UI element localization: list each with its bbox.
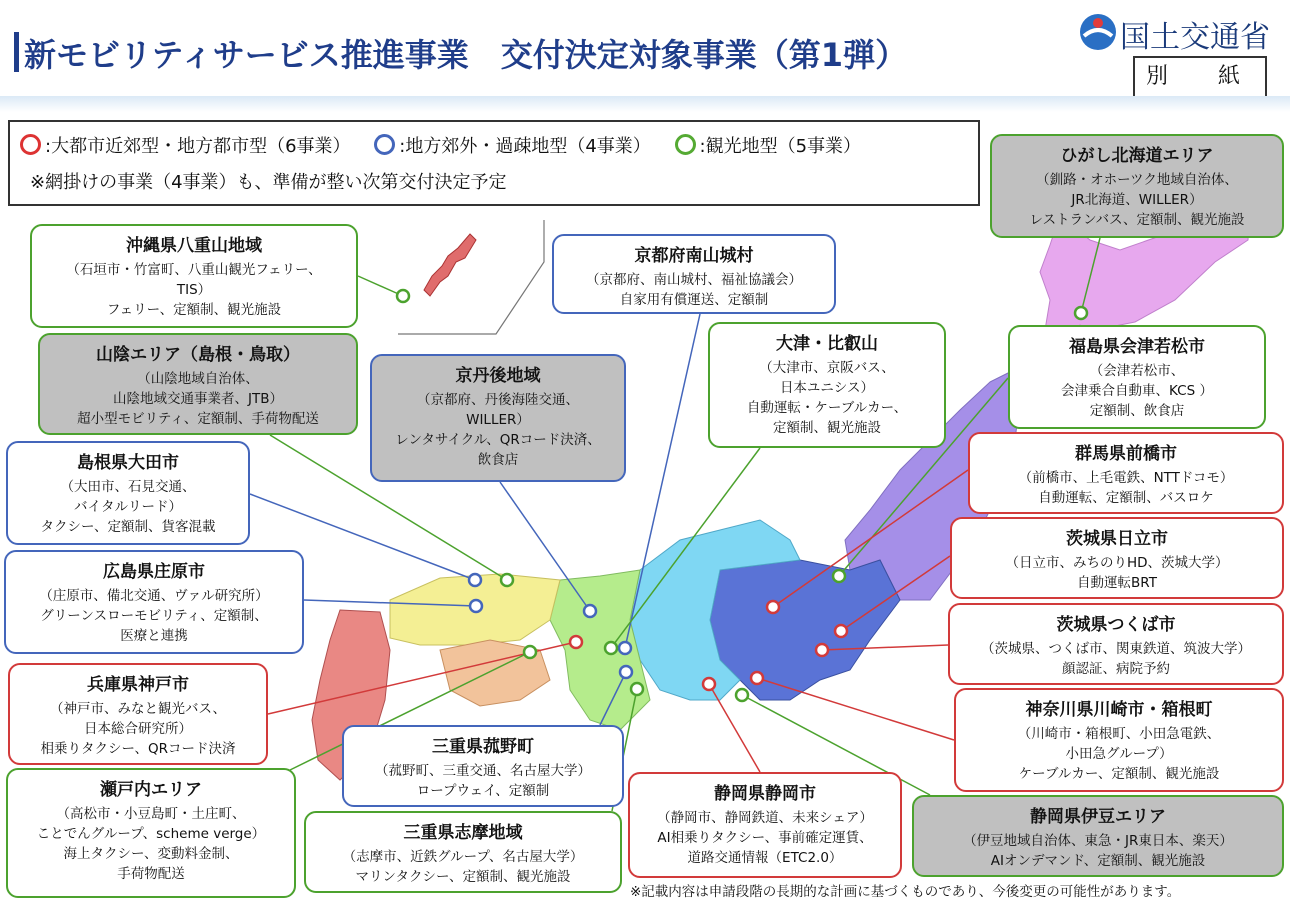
project-line: （大津市、京阪バス、	[759, 360, 895, 376]
location-marker-shobara	[470, 600, 482, 612]
project-box-hitachi	[950, 517, 1284, 599]
attachment-label: 別 紙	[1133, 56, 1267, 98]
project-line: バイタルリード）	[74, 499, 182, 515]
project-title: 島根県大田市	[77, 453, 179, 473]
location-marker-kobe	[570, 636, 582, 648]
region-kinki	[550, 570, 650, 730]
project-line: （高松市・小豆島町・土庄町、	[56, 806, 246, 822]
project-title: 大津・比叡山	[776, 334, 878, 354]
project-box-setouchi	[6, 768, 296, 898]
project-line: 小田急グループ）	[1065, 746, 1173, 762]
location-marker-komono	[620, 666, 632, 678]
project-line: レンタサイクル、QRコード決済、	[395, 432, 601, 448]
project-title: 群馬県前橋市	[1075, 444, 1177, 464]
location-marker-shima	[631, 683, 643, 695]
project-line: マリンタクシー、定額制、観光施設	[355, 869, 571, 885]
project-title: 茨城県つくば市	[1056, 615, 1176, 635]
project-title: 茨城県日立市	[1066, 529, 1168, 549]
project-line: （京都府、南山城村、福祉協議会）	[586, 272, 802, 288]
project-box-okinawa	[30, 224, 358, 328]
project-line: 会津乗合自動車、KCS ）	[1061, 383, 1213, 399]
project-line: 海上タクシー、変動料金制、	[63, 846, 239, 862]
project-line: 自動運転BRT	[1077, 575, 1157, 591]
project-line: 手荷物配送	[117, 866, 185, 882]
project-line: （山陰地域自治体、	[137, 371, 259, 387]
project-title: 京都府南山城村	[634, 246, 754, 266]
page-title: 新モビリティサービス推進事業 交付決定対象事業（第1弾）	[24, 36, 908, 74]
project-box-oda	[6, 441, 250, 545]
project-line: グリーンスローモビリティ、定額制、	[40, 608, 268, 624]
legend	[8, 120, 980, 206]
location-marker-izu	[736, 689, 748, 701]
project-line: （石垣市・竹富町、八重山観光フェリー、	[66, 262, 322, 278]
project-line: （大田市、石見交通、	[60, 479, 196, 495]
legend-green-label: :観光地型（5事業）	[699, 136, 862, 157]
project-line: （菰野町、三重交通、名古屋大学）	[375, 763, 591, 779]
project-line: JR北海道、WILLER）	[1071, 192, 1203, 208]
project-box-maebashi	[968, 432, 1284, 514]
blue-circle-icon	[374, 134, 395, 155]
project-line: 顔認証、病院予約	[1062, 661, 1170, 677]
project-box-sanin	[38, 333, 358, 435]
project-box-aizu	[1008, 325, 1266, 429]
project-title: 神奈川県川崎市・箱根町	[1025, 700, 1213, 720]
leader-line-kawasaki	[757, 678, 954, 740]
project-line: （前橋市、上毛電鉄、NTTドコモ）	[1018, 470, 1234, 486]
project-line: （会津若松市、	[1089, 363, 1185, 379]
project-line: TIS）	[176, 282, 212, 298]
project-title: 広島県庄原市	[103, 562, 205, 582]
project-line: （庄原市、備北交通、ヴァル研究所）	[39, 588, 269, 604]
location-marker-hitachi	[835, 625, 847, 637]
project-title: 山陰エリア（島根・鳥取）	[96, 345, 300, 365]
location-marker-shizuoka	[703, 678, 715, 690]
project-box-izu	[912, 795, 1284, 877]
project-box-shizuoka	[628, 772, 902, 878]
project-line: （志摩市、近鉄グループ、名古屋大学）	[342, 849, 584, 865]
project-line: （静岡市、静岡鉄道、未来シェア）	[657, 810, 873, 826]
project-box-shobara	[4, 550, 304, 654]
project-line: フェリー、定額制、観光施設	[106, 302, 282, 318]
leader-line-okinawa	[358, 276, 403, 296]
legend-red	[20, 132, 351, 158]
location-marker-minamiyamashiro	[619, 642, 631, 654]
project-box-komono	[342, 725, 624, 807]
project-line: （神戸市、みなと観光バス、	[50, 701, 226, 717]
project-line: AIオンデマンド、定額制、観光施設	[990, 853, 1206, 869]
legend-green	[675, 132, 862, 158]
location-marker-oda	[469, 574, 481, 586]
project-title: 静岡県伊豆エリア	[1030, 807, 1166, 827]
project-box-kobe	[8, 663, 268, 765]
project-line: ロープウェイ、定額制	[416, 783, 550, 799]
green-circle-icon	[675, 134, 696, 155]
project-line: 道路交通情報（ETC2.0）	[687, 850, 843, 866]
project-line: タクシー、定額制、貨客混載	[40, 519, 216, 535]
project-title: 沖縄県八重山地域	[126, 236, 262, 256]
mlit-emblem-icon	[1078, 12, 1118, 52]
project-line: 自動運転、定額制、バスロケ	[1038, 490, 1214, 506]
project-line: 超小型モビリティ、定額制、手荷物配送	[77, 411, 319, 427]
project-box-shima	[304, 811, 622, 893]
leader-line-shizuoka	[709, 684, 760, 772]
project-title: 京丹後地域	[455, 366, 541, 386]
project-line: （京都府、丹後海陸交通、	[417, 392, 579, 408]
location-marker-tsukuba	[816, 644, 828, 656]
project-title: ひがし北海道エリア	[1060, 146, 1214, 166]
project-line: ケーブルカー、定額制、観光施設	[1018, 766, 1220, 782]
location-marker-sanin	[501, 574, 513, 586]
red-circle-icon	[20, 134, 41, 155]
project-line: 相乗りタクシー、QRコード決済	[40, 741, 236, 757]
project-box-kawasaki	[954, 688, 1284, 792]
location-marker-kawasaki	[751, 672, 763, 684]
location-marker-setouchi	[524, 646, 536, 658]
project-line: （茨城県、つくば市、関東鉄道、筑波大学）	[981, 641, 1251, 657]
ministry-name: 国土交通省	[1120, 20, 1270, 55]
okinawa-islands	[424, 234, 476, 296]
ministry-logo	[1076, 8, 1281, 54]
legend-blue-label: :地方郊外・過疎地型（4事業）	[399, 136, 651, 157]
project-line: 日本ユニシス）	[779, 380, 875, 396]
project-title: 静岡県静岡市	[714, 784, 816, 804]
project-title: 瀬戸内エリア	[100, 780, 202, 800]
legend-red-label: :大都市近郊型・地方都市型（6事業）	[45, 136, 351, 157]
legend-blue	[374, 132, 651, 158]
project-box-otsu	[708, 322, 946, 448]
legend-note: ※網掛けの事業（4事業）も、準備が整い次第交付決定予定	[30, 172, 507, 193]
project-line: 日本総合研究所）	[84, 721, 192, 737]
project-line: （釧路・オホーツク地域自治体、	[1036, 172, 1238, 188]
project-line: 定額制、飲食店	[1089, 403, 1185, 419]
project-line: 自家用有償運送、定額制	[619, 292, 769, 308]
title-accent-bar	[14, 32, 19, 72]
project-line: 飲食店	[477, 452, 519, 468]
legend-row	[20, 132, 879, 158]
location-marker-okinawa	[397, 290, 409, 302]
location-marker-otsu	[605, 642, 617, 654]
project-line: レストランバス、定額制、観光施設	[1029, 212, 1245, 228]
project-line: 定額制、観光施設	[773, 420, 881, 436]
location-marker-maebashi	[767, 601, 779, 613]
project-line: 山陰地域交通事業者、JTB）	[113, 391, 283, 407]
project-line: 医療と連携	[120, 628, 188, 644]
project-line: （伊豆地域自治体、東急・JR東日本、楽天）	[963, 833, 1233, 849]
project-box-hokkaido	[990, 134, 1284, 238]
header-band	[0, 96, 1290, 112]
project-line: 自動運転・ケーブルカー、	[746, 400, 908, 416]
project-title: 三重県志摩地域	[403, 823, 523, 843]
location-marker-kyotango	[584, 605, 596, 617]
project-line: WILLER）	[466, 412, 530, 428]
project-title: 三重県菰野町	[432, 737, 534, 757]
project-title: 兵庫県神戸市	[87, 675, 189, 695]
project-line: AI相乗りタクシー、事前確定運賃、	[657, 830, 873, 846]
footnote: ※記載内容は申請段階の長期的な計画に基づくものであり、今後変更の可能性があります。	[630, 884, 1181, 900]
project-line: （日立市、みちのりHD、茨城大学）	[1005, 555, 1229, 571]
project-box-minamiyamashiro	[552, 234, 836, 314]
project-box-kyotango	[370, 354, 626, 482]
project-box-tsukuba	[948, 603, 1284, 685]
project-title: 福島県会津若松市	[1069, 337, 1205, 357]
location-marker-hokkaido	[1075, 307, 1087, 319]
project-line: ことでんグループ、scheme verge）	[36, 826, 266, 842]
project-line: （川崎市・箱根町、小田急電鉄、	[1017, 726, 1221, 742]
location-marker-aizu	[833, 570, 845, 582]
